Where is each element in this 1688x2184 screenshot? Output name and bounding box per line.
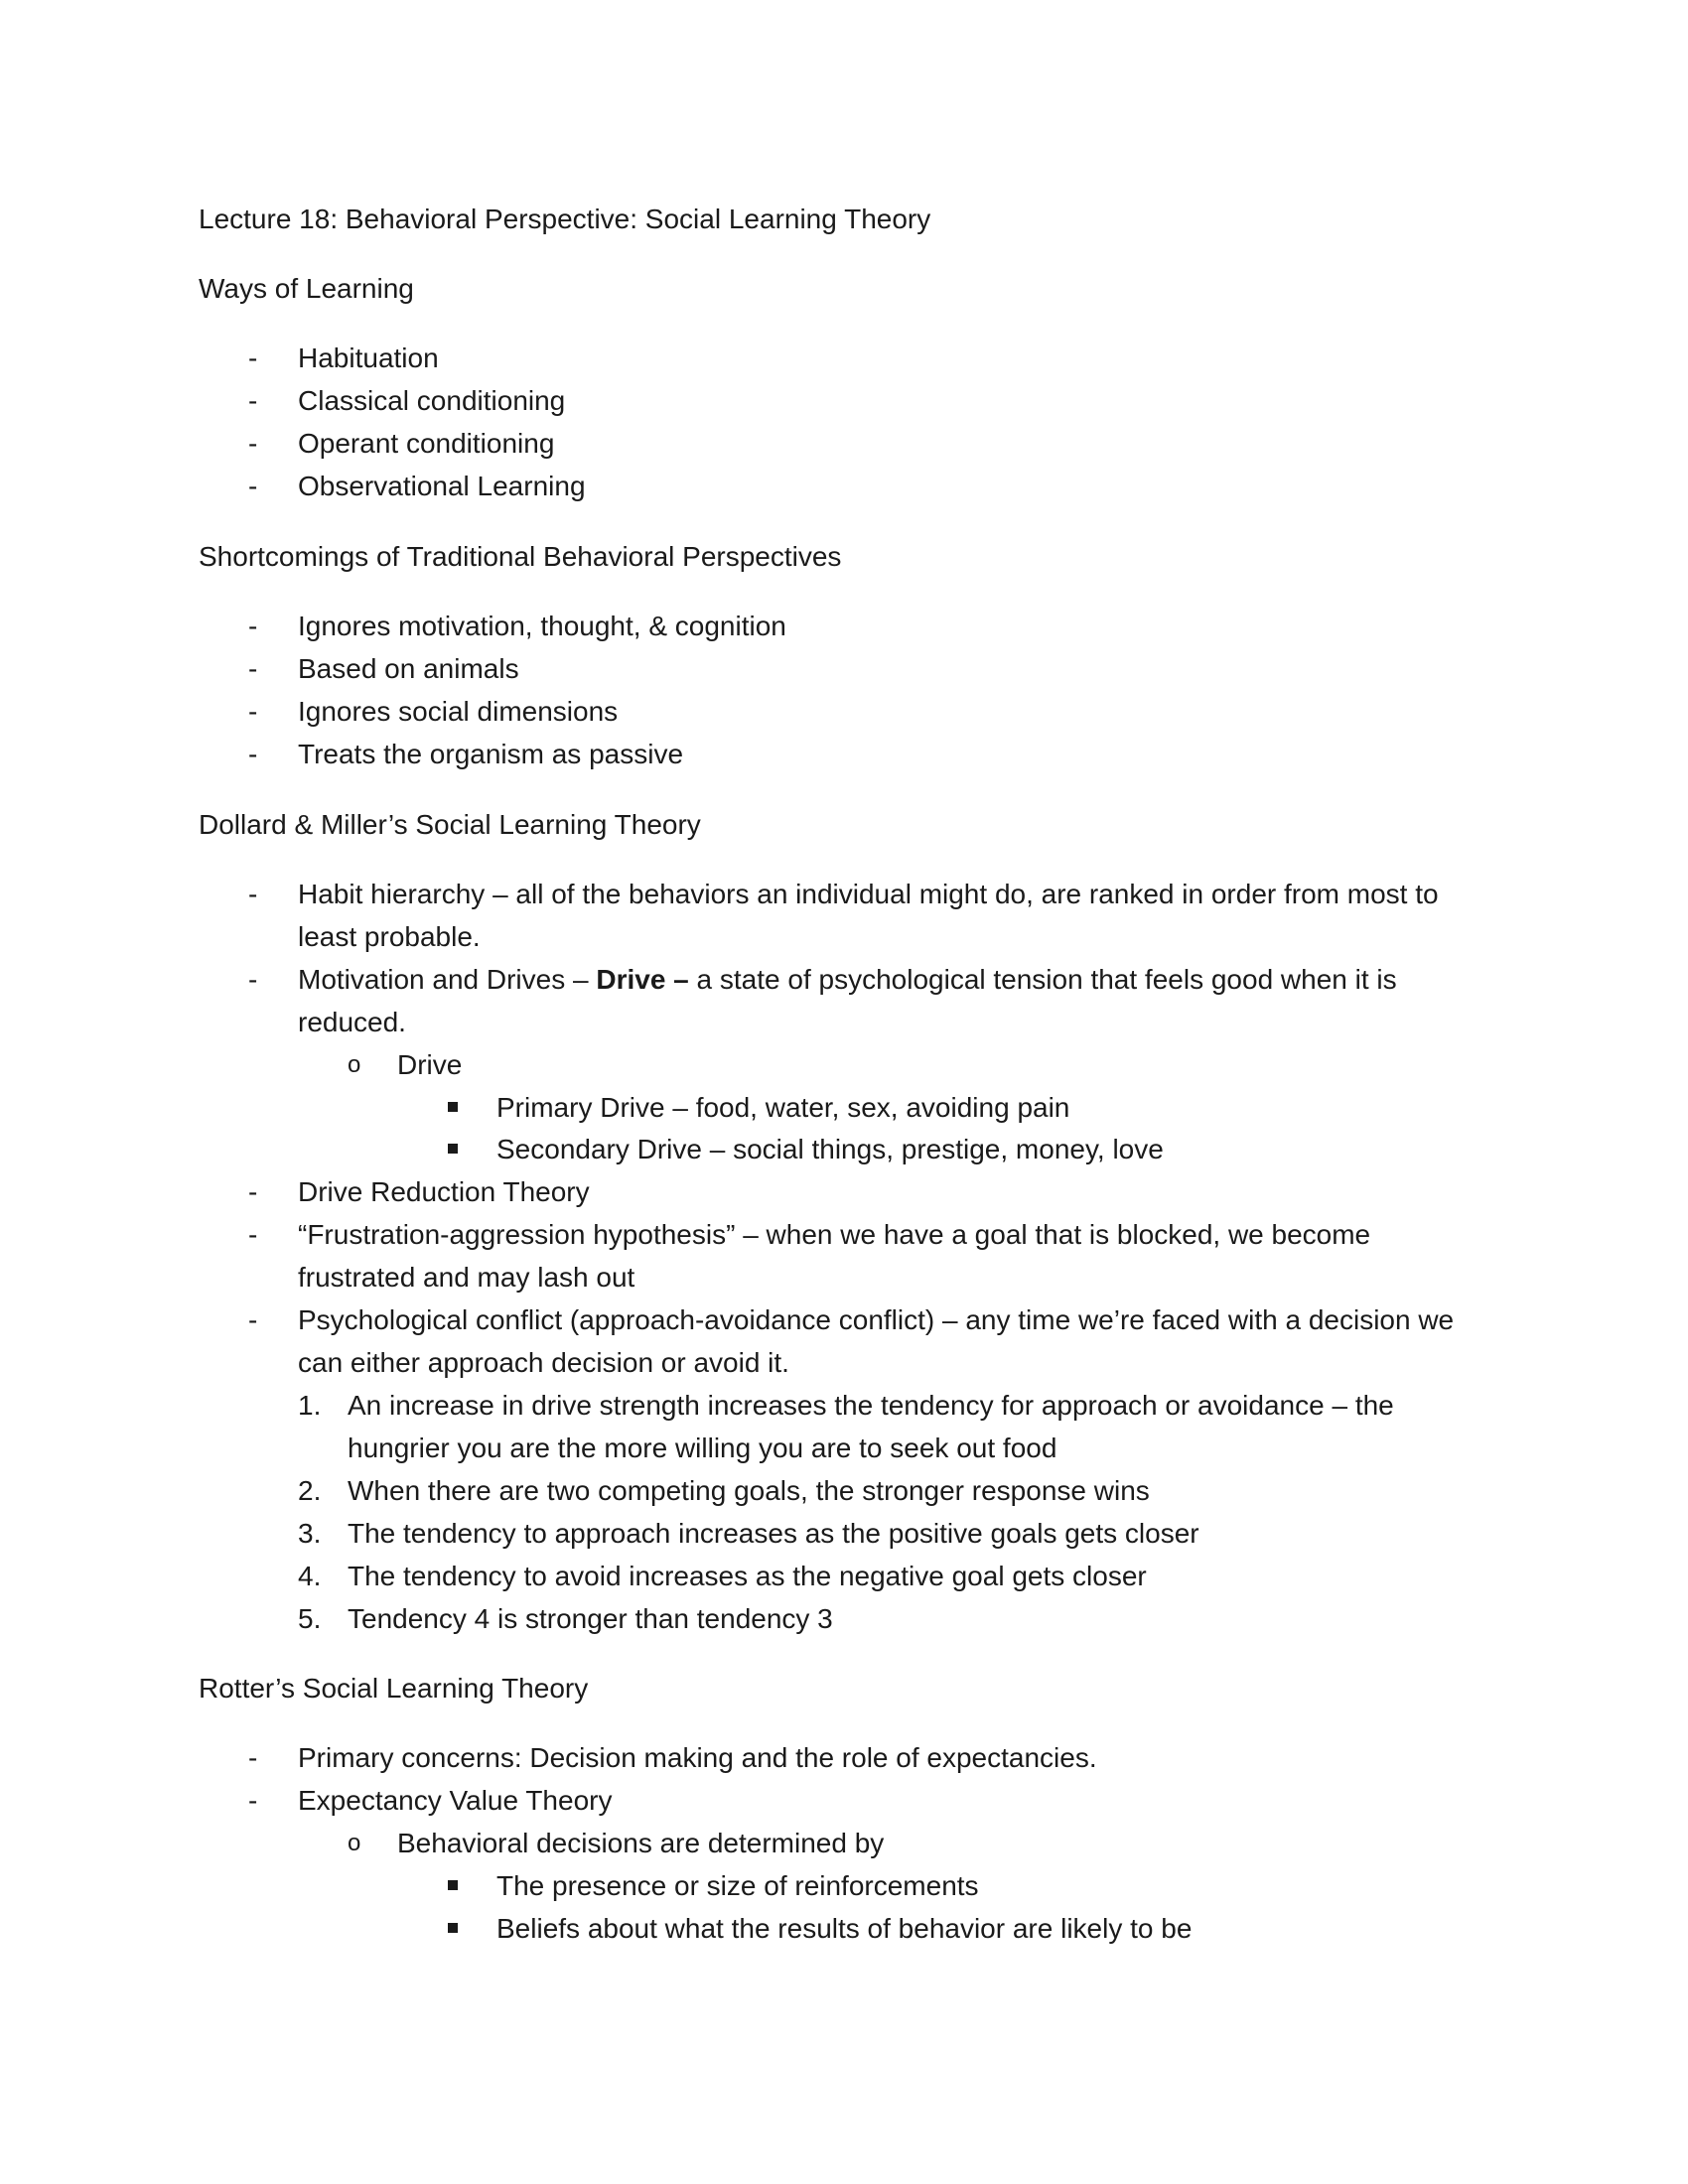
list-item-conflict-cont: can either approach decision or avoid it. xyxy=(298,1347,789,1378)
bullet-dash: - xyxy=(248,879,258,909)
sub-sub-item: Beliefs about what the results of behavior are likely to be xyxy=(496,1913,1193,1944)
list-item: Classical conditioning xyxy=(298,385,566,416)
list-item-motivation xyxy=(298,966,1397,994)
bullet-dash: - xyxy=(248,1219,258,1250)
bullet-square xyxy=(448,1880,458,1890)
sub-sub-item: Secondary Drive – social things, prestige, money, love xyxy=(496,1134,1164,1164)
list-item: Habituation xyxy=(298,342,439,373)
list-item-habit-cont: least probable. xyxy=(298,921,481,952)
sub-item-drive: Drive xyxy=(397,1049,463,1080)
sub-sub-item: The presence or size of reinforcements xyxy=(496,1870,979,1901)
list-item: Drive Reduction Theory xyxy=(298,1176,590,1207)
bullet-dash: - xyxy=(248,471,258,501)
list-item: Operant conditioning xyxy=(298,428,555,459)
bullet-square xyxy=(448,1144,458,1154)
numbered-marker: 2. xyxy=(298,1475,322,1506)
page-title: Lecture 18: Behavioral Perspective: Social Learning Theory xyxy=(199,204,931,234)
bullet-dash: - xyxy=(248,1304,258,1335)
list-item-frustration-cont: frustrated and may lash out xyxy=(298,1262,635,1293)
bullet-dash: - xyxy=(248,1742,258,1773)
bullet-dash: - xyxy=(248,739,258,769)
bullet-circle: o xyxy=(348,1051,361,1078)
section-heading: Rotter’s Social Learning Theory xyxy=(199,1673,589,1704)
list-item-frustration: “Frustration-aggression hypothesis” – when we have a goal that is blocked, we become xyxy=(298,1219,1371,1250)
list-item-motivation-cont: reduced. xyxy=(298,1007,406,1037)
list-item: Observational Learning xyxy=(298,471,586,501)
list-item-habit: Habit hierarchy – all of the behaviors an individual might do, are ranked in order from most to xyxy=(298,879,1439,909)
bullet-dash: - xyxy=(248,653,258,684)
section-heading: Ways of Learning xyxy=(199,273,414,304)
bullet-dash: - xyxy=(248,385,258,416)
motivation-text: Motivation and Drives – xyxy=(298,964,597,995)
list-item-conflict: Psychological conflict (approach-avoidance conflict) – any time we’re faced with a decision we xyxy=(298,1304,1455,1335)
section-heading: Dollard & Miller’s Social Learning Theory xyxy=(199,809,701,840)
bullet-dash: - xyxy=(248,342,258,373)
bullet-dash: - xyxy=(248,964,258,995)
list-item: Based on animals xyxy=(298,653,519,684)
numbered-item: The tendency to avoid increases as the negative goal gets closer xyxy=(348,1561,1147,1591)
motivation-definition: a state of psychological tension that feels good when it is xyxy=(688,964,1397,995)
numbered-item-cont: hungrier you are the more willing you are to seek out food xyxy=(348,1433,1057,1463)
sub-sub-item: Primary Drive – food, water, sex, avoiding pain xyxy=(496,1092,1070,1123)
numbered-item: When there are two competing goals, the stronger response wins xyxy=(348,1475,1150,1506)
numbered-item: The tendency to approach increases as the positive goals gets closer xyxy=(348,1518,1199,1549)
bullet-dash: - xyxy=(248,611,258,641)
numbered-item: Tendency 4 is stronger than tendency 3 xyxy=(348,1603,833,1634)
list-item: Treats the organism as passive xyxy=(298,739,684,769)
sub-item: Behavioral decisions are determined by xyxy=(397,1828,885,1858)
section-heading: Shortcomings of Traditional Behavioral Perspectives xyxy=(199,541,842,572)
drive-bold-term: Drive – xyxy=(596,964,689,995)
list-item: Ignores social dimensions xyxy=(298,696,619,727)
list-item: Ignores motivation, thought, & cognition xyxy=(298,611,786,641)
bullet-dash: - xyxy=(248,696,258,727)
numbered-item: An increase in drive strength increases the tendency for approach or avoidance – the xyxy=(348,1390,1394,1421)
bullet-circle: o xyxy=(348,1830,361,1856)
bullet-dash: - xyxy=(248,428,258,459)
numbered-marker: 3. xyxy=(298,1518,322,1549)
bullet-dash: - xyxy=(248,1176,258,1207)
numbered-marker: 4. xyxy=(298,1561,322,1591)
numbered-marker: 5. xyxy=(298,1603,322,1634)
numbered-marker: 1. xyxy=(298,1390,322,1421)
bullet-square xyxy=(448,1102,458,1112)
list-item: Primary concerns: Decision making and the role of expectancies. xyxy=(298,1742,1097,1773)
list-item: Expectancy Value Theory xyxy=(298,1785,613,1816)
bullet-square xyxy=(448,1923,458,1933)
bullet-dash: - xyxy=(248,1785,258,1816)
